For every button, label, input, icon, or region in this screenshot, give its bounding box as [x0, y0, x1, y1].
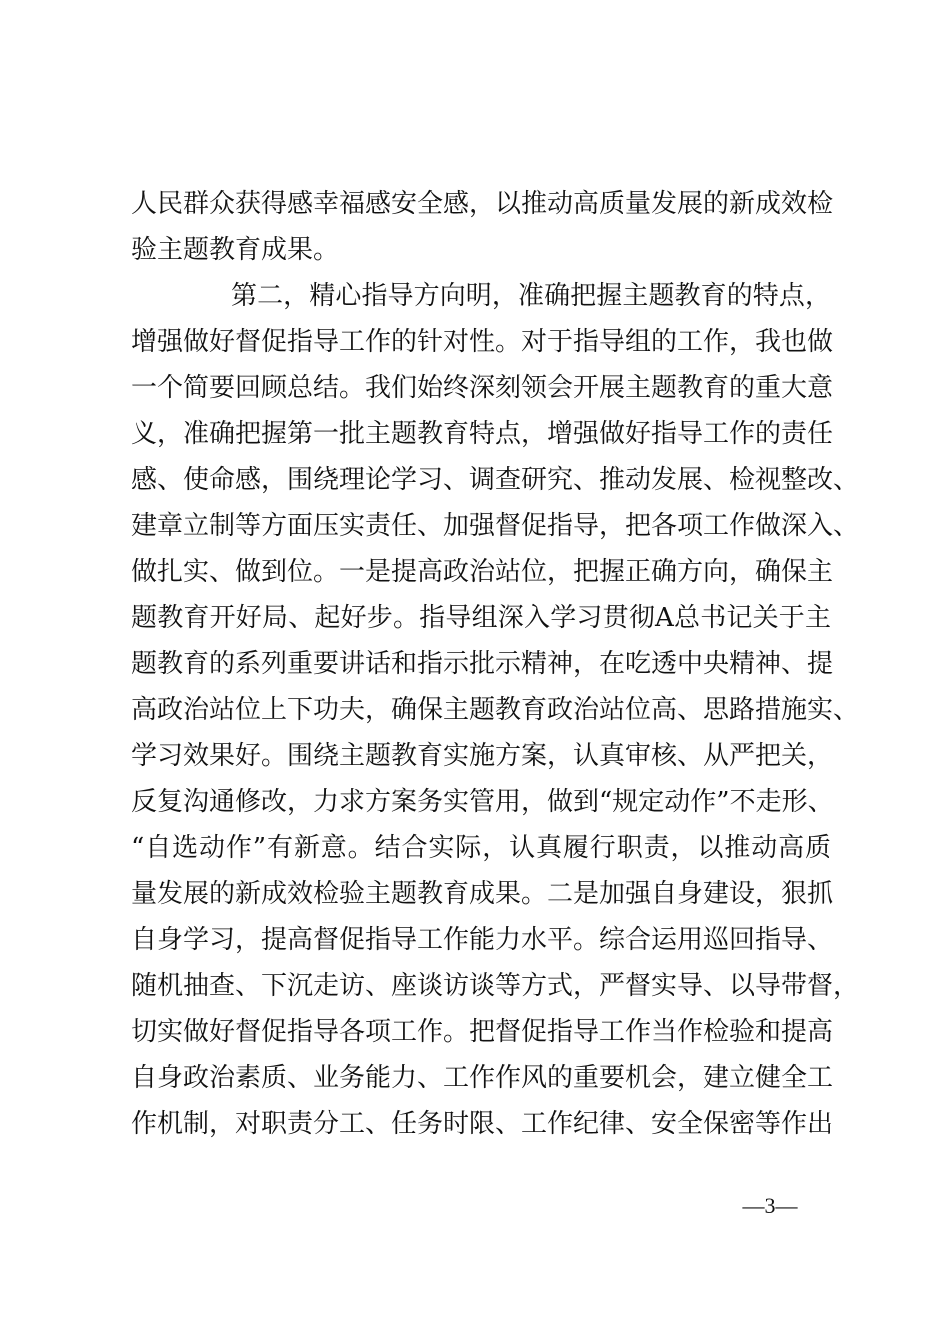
text-line: 自身政治素质、业务能力、工作作风的重要机会，建立健全工 — [131, 1063, 834, 1093]
text-line: 反复沟通修改，力求方案务实管用，做到“规定动作”不走形、 — [131, 787, 834, 817]
text-line: 作机制，对职责分工、任务时限、工作纪律、安全保密等作出 — [131, 1109, 834, 1139]
text-line: 随机抽查、下沉走访、座谈访谈等方式，严督实导、以导带督， — [131, 971, 860, 1001]
text-line: 量发展的新成效检验主题教育成果。二是加强自身建设，狠抓 — [131, 879, 834, 909]
text-line: 一个简要回顾总结。我们始终深刻领会开展主题教育的重大意 — [131, 373, 834, 403]
text-line: 感、使命感，围绕理论学习、调查研究、推动发展、检视整改、 — [131, 465, 860, 495]
text-line: 做扎实、做到位。一是提高政治站位，把握正确方向，确保主 — [131, 557, 834, 587]
text-line: 题教育开好局、起好步。指导组深入学习贯彻A总书记关于主 — [131, 603, 831, 633]
body-text — [131, 181, 860, 1147]
text-line: 学习效果好。围绕主题教育实施方案，认真审核、从严把关， — [131, 741, 834, 771]
text-line: 验主题教育成果。 — [131, 235, 340, 265]
text-line: 建章立制等方面压实责任、加强督促指导，把各项工作做深入、 — [131, 511, 860, 541]
page-number: —3— — [742, 1193, 798, 1218]
text-line: 自身学习，提高督促指导工作能力水平。综合运用巡回指导、 — [131, 925, 834, 955]
text-line: 人民群众获得感幸福感安全感，以推动高质量发展的新成效检 — [131, 189, 834, 219]
text-line: 义，准确把握第一批主题教育特点，增强做好指导工作的责任 — [131, 419, 834, 449]
text-line: 第二，精心指导方向明，准确把握主题教育的特点， — [231, 281, 831, 311]
text-line: 增强做好督促指导工作的针对性。对于指导组的工作，我也做 — [131, 327, 834, 357]
text-line: 高政治站位上下功夫，确保主题教育政治站位高、思路措施实、 — [131, 695, 860, 725]
text-line: 切实做好督促指导各项工作。把督促指导工作当作检验和提高 — [131, 1017, 834, 1047]
text-line: 题教育的系列重要讲话和指示批示精神，在吃透中央精神、提 — [131, 649, 834, 679]
text-line: “自选动作”有新意。结合实际，认真履行职责，以推动高质 — [131, 833, 831, 863]
